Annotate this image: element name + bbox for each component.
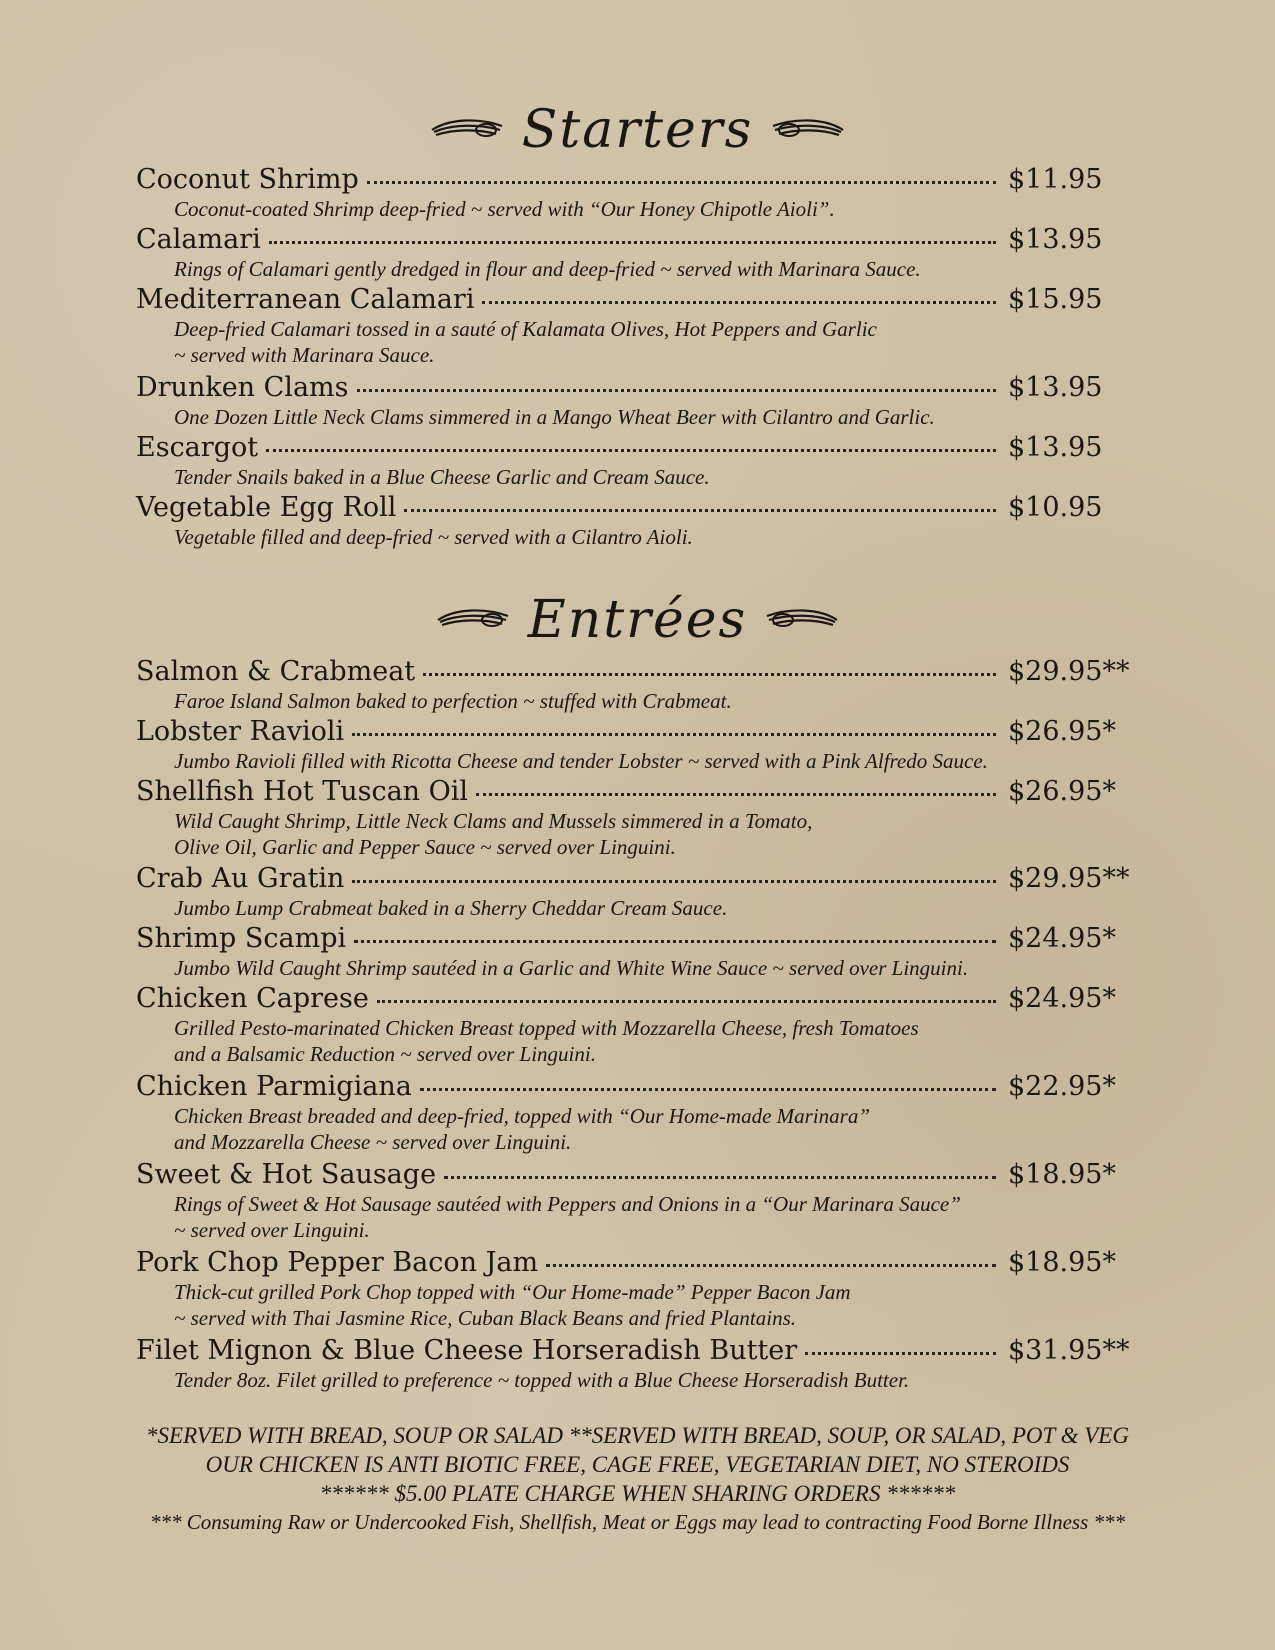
item-price: $18.95* bbox=[1008, 1159, 1116, 1190]
item-price: $11.95 bbox=[1008, 164, 1103, 195]
item-price: $10.95 bbox=[1008, 492, 1103, 523]
item-price: $13.95 bbox=[1008, 432, 1103, 463]
leader-dots bbox=[404, 509, 996, 512]
item-name: Lobster Ravioli bbox=[136, 716, 345, 747]
item-description: Rings of Calamari gently dredged in flour and deep-fried ~ served with Marinara Sauce. bbox=[174, 257, 921, 281]
item-name: Crab Au Gratin bbox=[136, 863, 345, 894]
item-name: Vegetable Egg Roll bbox=[136, 492, 397, 523]
menu-item bbox=[136, 716, 1126, 774]
menu-item bbox=[136, 776, 1126, 860]
menu-footer-notes bbox=[0, 1421, 1275, 1537]
menu-item bbox=[136, 1335, 1130, 1393]
item-price: $31.95** bbox=[1008, 1335, 1130, 1366]
item-description: Faroe Island Salmon baked to perfection ~ stuffed with Crabmeat. bbox=[174, 689, 732, 713]
starters-title: Starters bbox=[521, 100, 754, 160]
item-price: $26.95* bbox=[1008, 716, 1116, 747]
item-description: Chicken Breast breaded and deep-fried, topped with “Our Home-made Marinara” and Mozzarella Cheese ~ served over Linguini. bbox=[174, 1104, 871, 1154]
item-name: Mediterranean Calamari bbox=[136, 284, 475, 315]
menu-item bbox=[136, 923, 1126, 981]
item-price: $24.95* bbox=[1008, 923, 1116, 954]
item-description: Jumbo Wild Caught Shrimp sautéed in a Garlic and White Wine Sauce ~ served over Linguini. bbox=[174, 956, 969, 980]
leader-dots bbox=[377, 1000, 996, 1003]
item-name: Shrimp Scampi bbox=[136, 923, 347, 954]
leader-dots bbox=[482, 301, 996, 304]
item-description: Wild Caught Shrimp, Little Neck Clams and Mussels simmered in a Tomato, Olive Oil, Garlic and Pepper Sauce ~ served over Linguini. bbox=[174, 809, 813, 859]
item-name: Shellfish Hot Tuscan Oil bbox=[136, 776, 469, 807]
item-description: Jumbo Lump Crabmeat baked in a Sherry Cheddar Cream Sauce. bbox=[174, 896, 728, 920]
item-description: Thick-cut grilled Pork Chop topped with “Our Home-made” Pepper Bacon Jam ~ served with Thai Jasmine Rice, Cuban Black Beans and fried Plantains. bbox=[174, 1280, 851, 1330]
item-name: Escargot bbox=[136, 432, 259, 463]
menu-item bbox=[136, 863, 1130, 921]
item-name: Salmon & Crabmeat bbox=[136, 656, 416, 687]
item-price: $15.95 bbox=[1008, 284, 1103, 315]
leader-dots bbox=[444, 1176, 996, 1179]
item-name: Chicken Caprese bbox=[136, 983, 369, 1014]
item-name: Pork Chop Pepper Bacon Jam bbox=[136, 1247, 539, 1278]
item-description: Tender Snails baked in a Blue Cheese Garlic and Cream Sauce. bbox=[174, 465, 710, 489]
item-price: $29.95** bbox=[1008, 863, 1130, 894]
menu-item bbox=[136, 432, 1126, 490]
menu-item bbox=[136, 983, 1126, 1067]
item-description: One Dozen Little Neck Clams simmered in a Mango Wheat Beer with Cilantro and Garlic. bbox=[174, 405, 935, 429]
entrees-title: Entrées bbox=[527, 590, 748, 650]
left-flourish-icon bbox=[436, 606, 510, 634]
item-name: Drunken Clams bbox=[136, 372, 349, 403]
leader-dots bbox=[357, 389, 997, 392]
menu-item bbox=[136, 1071, 1126, 1155]
leader-dots bbox=[269, 241, 996, 244]
leader-dots bbox=[420, 1088, 996, 1091]
item-description: Rings of Sweet & Hot Sausage sautéed with Peppers and Onions in a “Our Marinara Sauce” ~ served over Linguini. bbox=[174, 1192, 961, 1242]
item-price: $13.95 bbox=[1008, 224, 1103, 255]
footer-served-with-note: *SERVED WITH BREAD, SOUP OR SALAD **SERVED WITH BREAD, SOUP, OR SALAD, POT & VEG bbox=[146, 1423, 1129, 1448]
leader-dots bbox=[476, 793, 996, 796]
menu-item bbox=[136, 224, 1126, 282]
item-description: Jumbo Ravioli filled with Ricotta Cheese and tender Lobster ~ served with a Pink Alfredo Sauce. bbox=[174, 749, 988, 773]
entrees-heading bbox=[0, 590, 1275, 650]
leader-dots bbox=[423, 673, 996, 676]
menu-item bbox=[136, 656, 1130, 714]
item-price: $18.95* bbox=[1008, 1247, 1116, 1278]
item-price: $13.95 bbox=[1008, 372, 1103, 403]
right-flourish-icon bbox=[771, 116, 845, 144]
leader-dots bbox=[266, 449, 996, 452]
leader-dots bbox=[352, 733, 996, 736]
item-name: Chicken Parmigiana bbox=[136, 1071, 412, 1102]
item-price: $22.95* bbox=[1008, 1071, 1116, 1102]
footer-consumption-warning: *** Consuming Raw or Undercooked Fish, Shellfish, Meat or Eggs may lead to contracting Food Borne Illness *** bbox=[149, 1510, 1126, 1534]
leader-dots bbox=[352, 880, 996, 883]
item-description: Deep-fried Calamari tossed in a sauté of Kalamata Olives, Hot Peppers and Garlic ~ served with Marinara Sauce. bbox=[174, 317, 877, 367]
leader-dots bbox=[546, 1264, 996, 1267]
item-description: Vegetable filled and deep-fried ~ served with a Cilantro Aioli. bbox=[174, 525, 693, 549]
menu-item bbox=[136, 372, 1126, 430]
menu-item bbox=[136, 1247, 1126, 1331]
left-flourish-icon bbox=[430, 116, 504, 144]
item-name: Sweet & Hot Sausage bbox=[136, 1159, 437, 1190]
item-name: Calamari bbox=[136, 224, 261, 255]
menu-item bbox=[136, 492, 1126, 550]
item-name: Coconut Shrimp bbox=[136, 164, 359, 195]
item-price: $29.95** bbox=[1008, 656, 1130, 687]
item-price: $24.95* bbox=[1008, 983, 1116, 1014]
right-flourish-icon bbox=[765, 606, 839, 634]
item-description: Grilled Pesto-marinated Chicken Breast topped with Mozzarella Cheese, fresh Tomatoes and a Balsamic Reduction ~ served over Linguini. bbox=[174, 1016, 919, 1066]
leader-dots bbox=[367, 181, 996, 184]
item-description: Coconut-coated Shrimp deep-fried ~ served with “Our Honey Chipotle Aioli”. bbox=[174, 197, 835, 221]
item-price: $26.95* bbox=[1008, 776, 1116, 807]
item-name: Filet Mignon & Blue Cheese Horseradish Butter bbox=[136, 1335, 798, 1366]
leader-dots bbox=[354, 940, 996, 943]
footer-plate-charge-note: ****** $5.00 PLATE CHARGE WHEN SHARING ORDERS ****** bbox=[319, 1481, 956, 1506]
menu-item bbox=[136, 284, 1126, 368]
leader-dots bbox=[805, 1352, 996, 1355]
footer-chicken-note: OUR CHICKEN IS ANTI BIOTIC FREE, CAGE FREE, VEGETARIAN DIET, NO STEROIDS bbox=[205, 1452, 1070, 1477]
menu-item bbox=[136, 1159, 1126, 1243]
item-description: Tender 8oz. Filet grilled to preference ~ topped with a Blue Cheese Horseradish Butter. bbox=[174, 1368, 910, 1392]
starters-heading bbox=[0, 100, 1275, 160]
menu-item bbox=[136, 164, 1126, 222]
